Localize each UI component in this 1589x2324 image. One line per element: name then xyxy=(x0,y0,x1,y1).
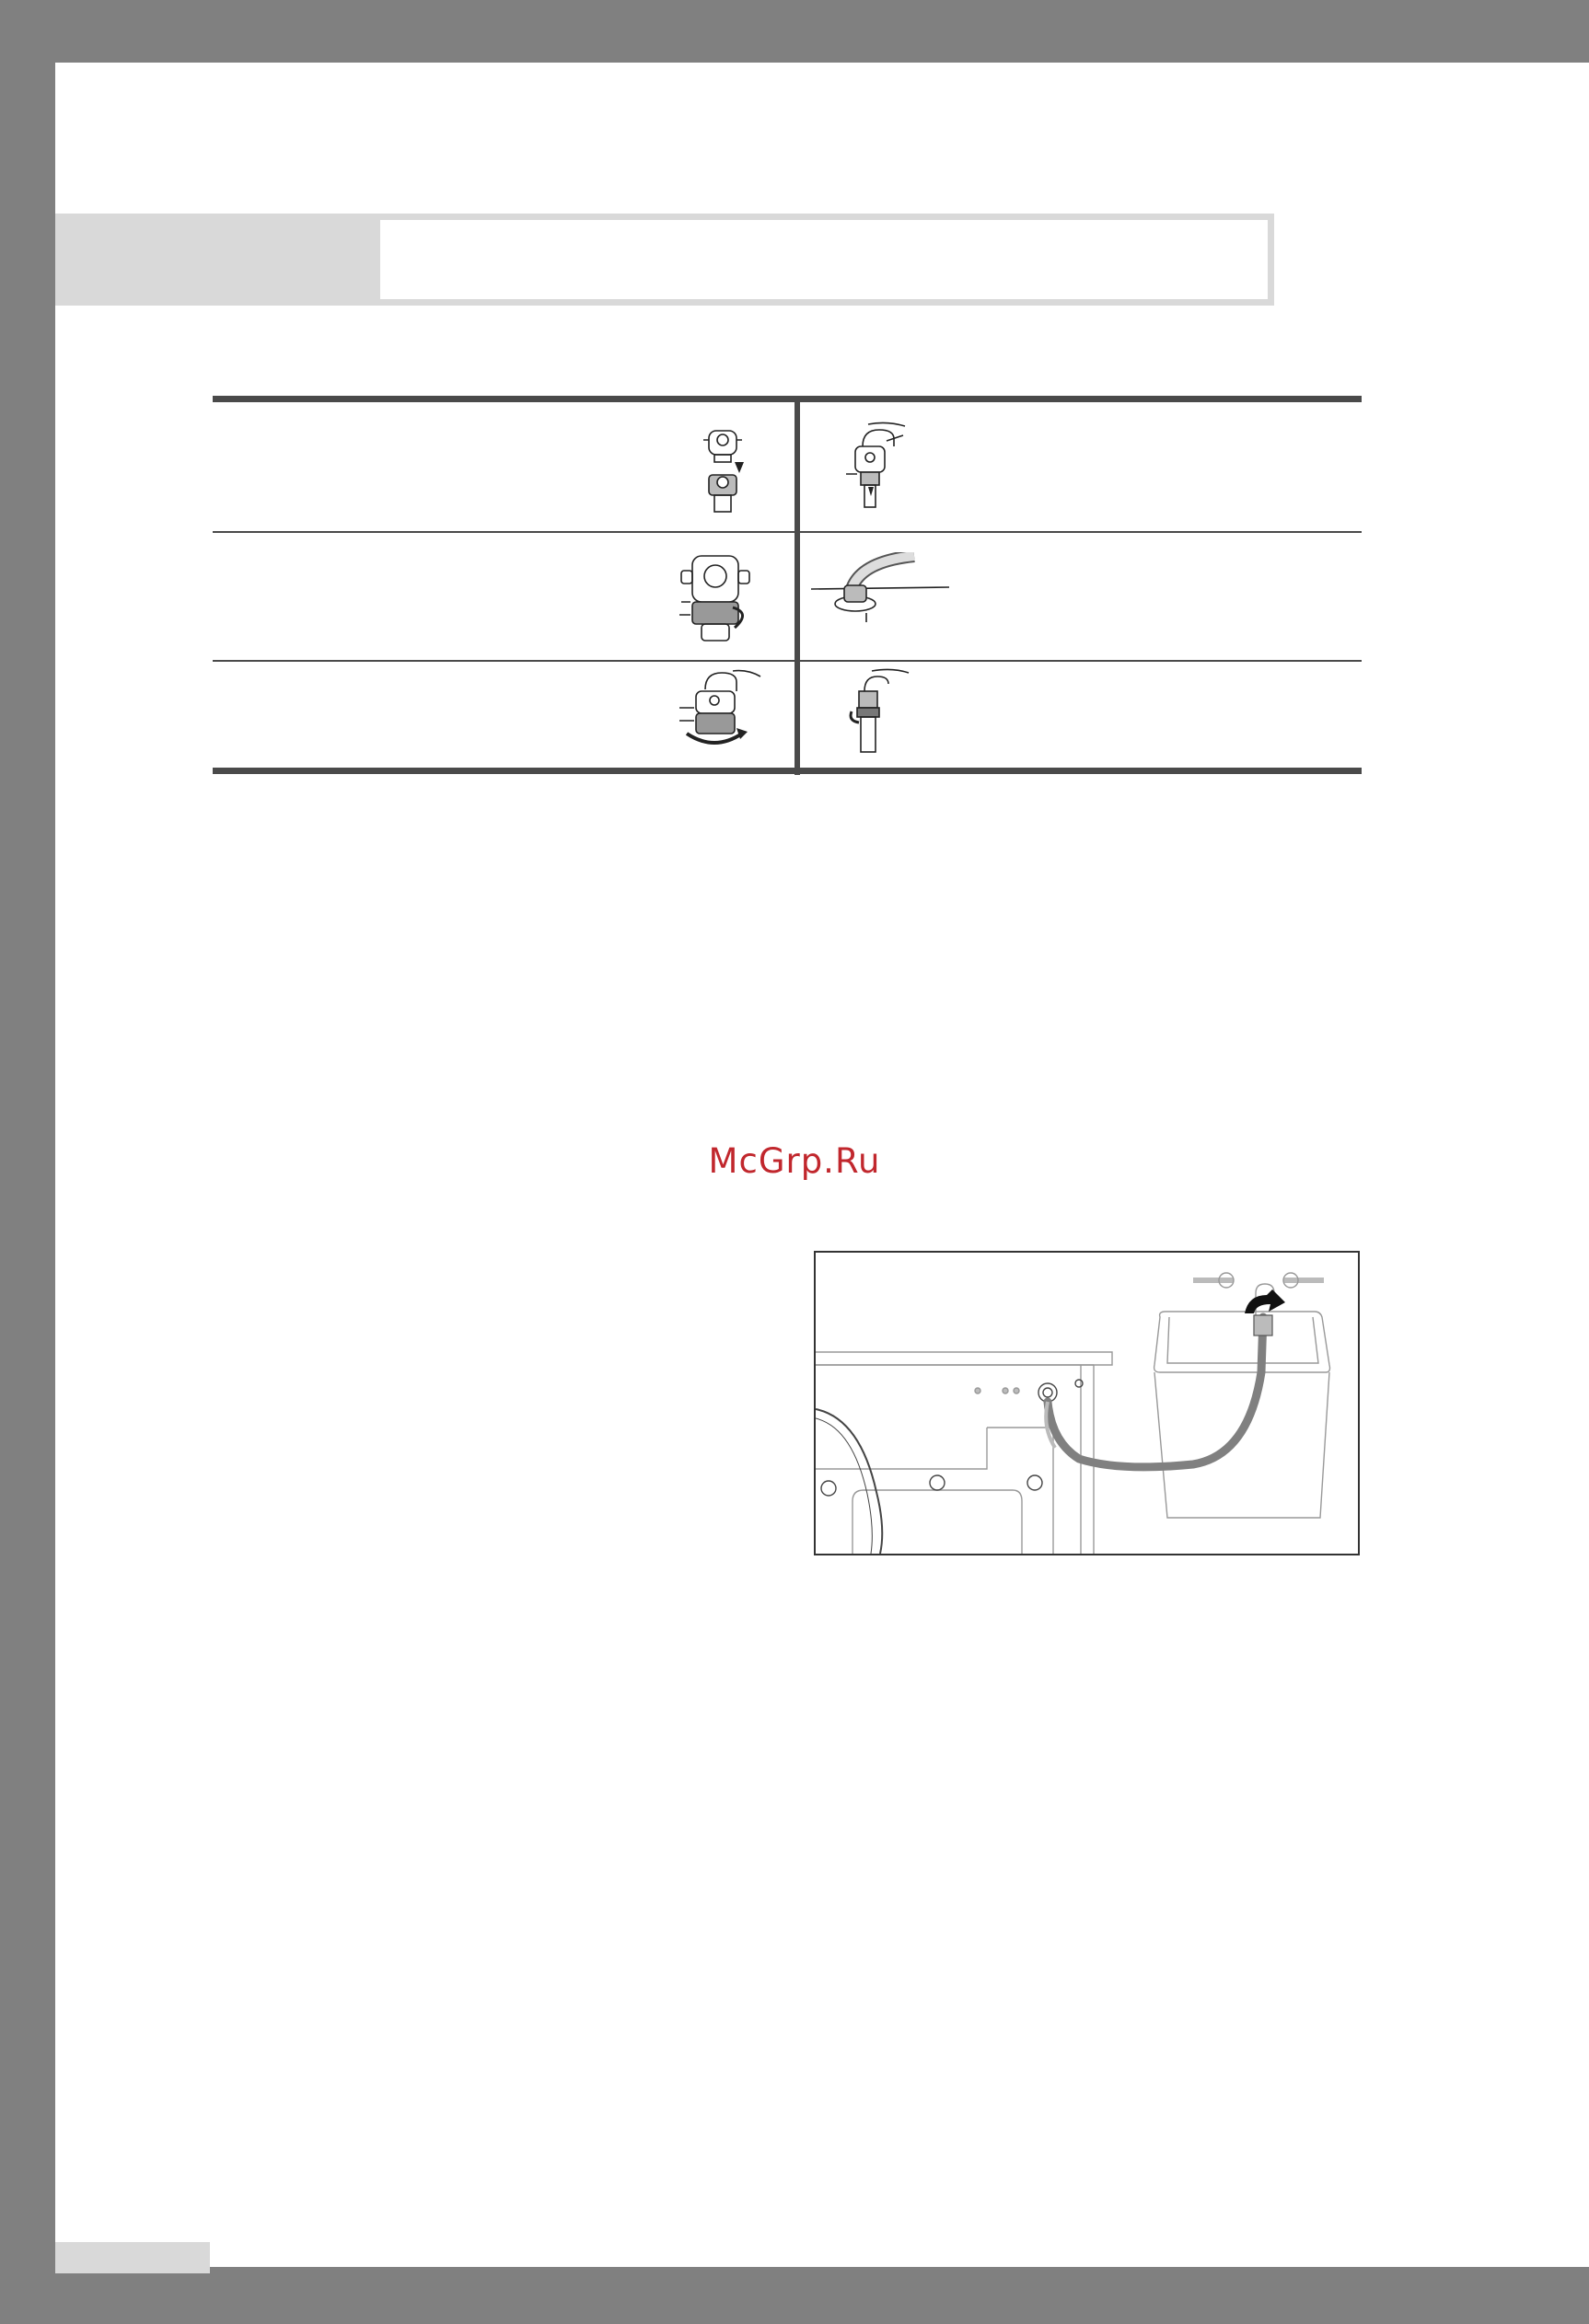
hose-connect-icon xyxy=(811,552,949,635)
header-tab xyxy=(55,214,379,306)
watermark: McGrp.Ru xyxy=(708,1141,881,1181)
coupling-tighten-icon xyxy=(678,665,770,757)
steps-table xyxy=(213,396,1362,775)
table-top-rule xyxy=(213,396,1362,402)
drain-hose-illustration-icon xyxy=(816,1253,1358,1554)
coupling-adapter-icon xyxy=(676,550,759,652)
header-title-box xyxy=(374,214,1274,306)
faucet-hose-check-icon xyxy=(848,665,912,757)
table-row-rule xyxy=(213,531,1362,533)
page-number-tab xyxy=(55,2242,210,2273)
coupling-remove-icon xyxy=(696,425,751,517)
table-column-divider xyxy=(794,396,800,775)
table-row-rule xyxy=(213,660,1362,662)
faucet-fit-adapter-icon xyxy=(841,419,914,511)
washer-to-tub-hose-illustration xyxy=(814,1251,1360,1555)
table-bottom-rule xyxy=(213,768,1362,774)
